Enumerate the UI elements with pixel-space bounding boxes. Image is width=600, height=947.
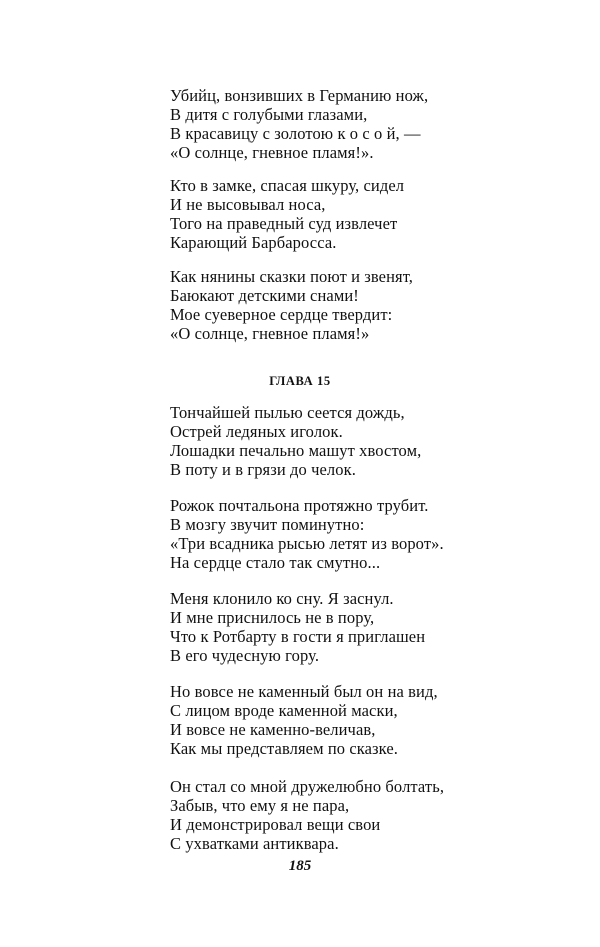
verse-line: На сердце стало так смутно... — [170, 553, 381, 572]
verse-line: Как мы представляем по сказке. — [170, 739, 399, 758]
stanza-3 — [170, 267, 413, 343]
verse-line: Что к Ротбарту в гости я приглашен — [170, 627, 426, 646]
verse-line: И мне приснилось не в пору, — [170, 608, 375, 627]
stanza-2 — [170, 176, 404, 252]
stanza-5 — [170, 496, 444, 572]
verse-line: «Три всадника рысью летят из ворот». — [170, 534, 444, 553]
verse-line: Рожок почтальона протяжно трубит. — [170, 496, 429, 515]
verse-line: Убийц, вонзивших в Германию нож, — [170, 86, 429, 105]
verse-line: Острей ледяных иголок. — [170, 422, 343, 441]
verse-line: В дитя с голубыми глазами, — [170, 105, 368, 124]
verse-line: Карающий Барбаросса. — [170, 233, 337, 252]
verse-line: Кто в замке, спасая шкуру, сидел — [170, 176, 405, 195]
verse-line: Забыв, что ему я не пара, — [170, 796, 350, 815]
stanza-7 — [170, 682, 438, 758]
verse-line: И вовсе не каменно-величав, — [170, 720, 376, 739]
verse-line: «О солнце, гневное пламя!» — [170, 324, 370, 343]
verse-line: Того на праведный суд извлечет — [170, 214, 398, 233]
verse-line: И не высовывал носа, — [170, 195, 326, 214]
verse-line: Меня клонило ко сну. Я заснул. — [170, 589, 394, 608]
verse-line: Как нянины сказки поют и звенят, — [170, 267, 414, 286]
stanza-4 — [170, 403, 421, 479]
verse-line: С ухватками антиквара. — [170, 834, 339, 853]
verse-line: Баюкают детскими снами! — [170, 286, 359, 305]
stanza-1 — [170, 86, 428, 162]
chapter-heading: ГЛАВА 15 — [269, 374, 331, 388]
verse-line: И демонстрировал вещи свои — [170, 815, 381, 834]
verse-line: Он стал со мной дружелюбно болтать, — [170, 777, 445, 796]
stanza-8 — [170, 777, 444, 853]
verse-line: С лицом вроде каменной маски, — [170, 701, 398, 720]
page-number: 185 — [288, 858, 312, 874]
verse-line: В поту и в грязи до челок. — [170, 460, 356, 479]
verse-line: Лошадки печально машут хвостом, — [170, 441, 422, 460]
verse-line: Мое суеверное сердце твердит: — [170, 305, 393, 324]
verse-line: «О солнце, гневное пламя!». — [170, 143, 374, 162]
stanza-6 — [170, 589, 425, 665]
verse-line: Тончайшей пылью сеется дождь, — [170, 403, 405, 422]
verse-line: В красавицу с золотою к о с о й, — — [170, 124, 421, 143]
verse-line: В его чудесную гору. — [170, 646, 320, 665]
verse-line: Но вовсе не каменный был он на вид, — [170, 682, 438, 701]
verse-line: В мозгу звучит поминутно: — [170, 515, 365, 534]
